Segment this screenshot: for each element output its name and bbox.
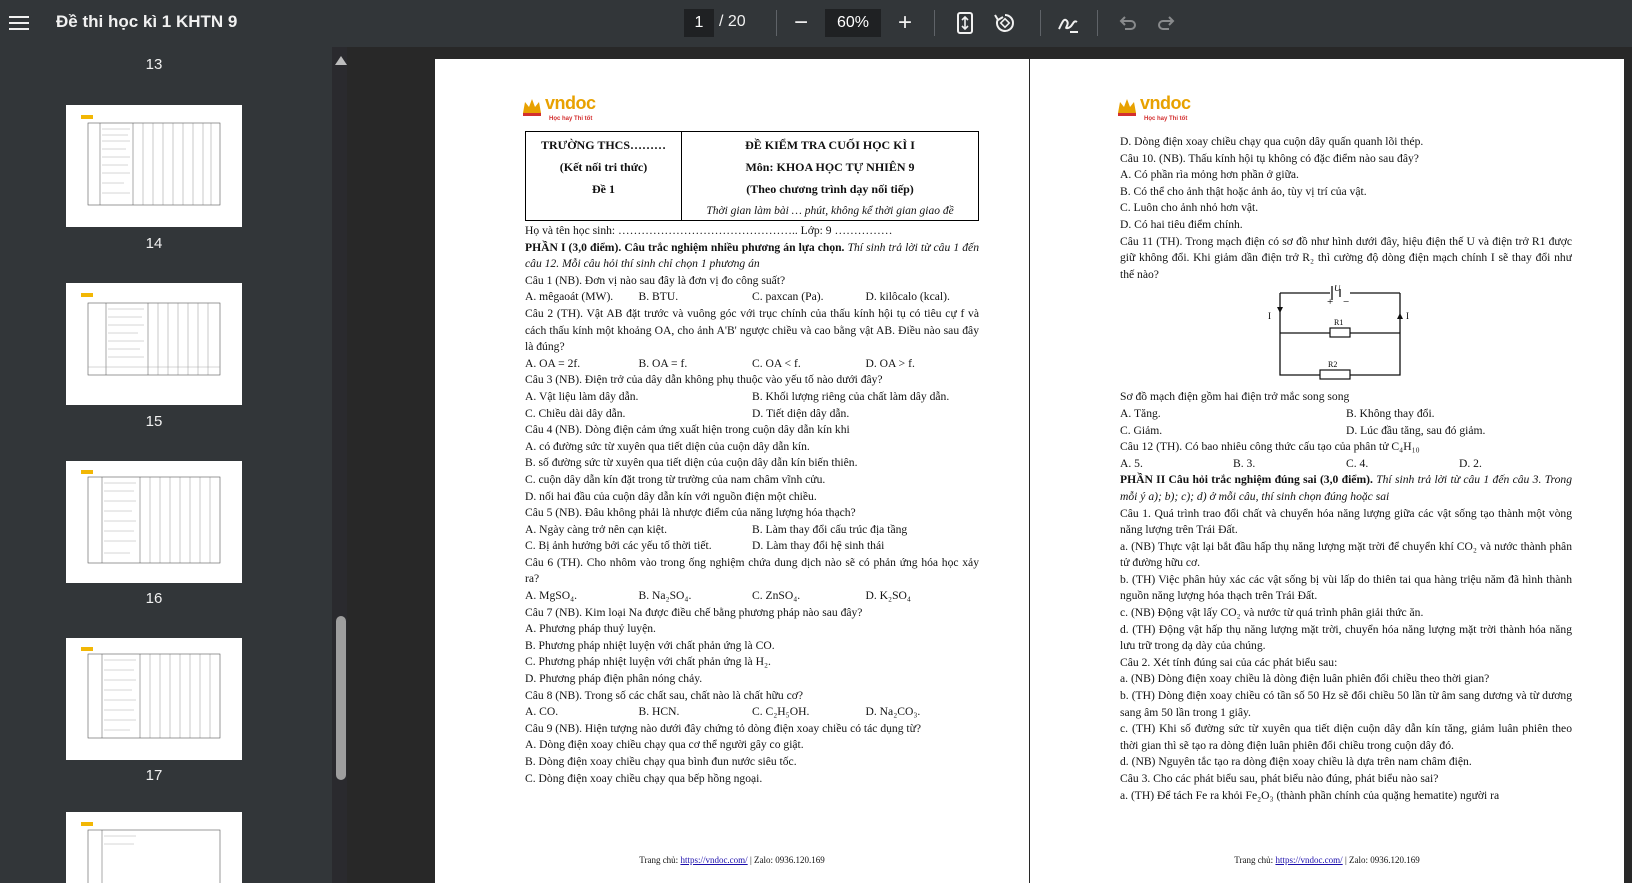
circuit-diagram — [1260, 285, 1572, 389]
option: C. Chiều dài dây dẫn. — [525, 406, 626, 420]
option: C. Dòng điện xoay chiều chạy qua bếp hồng ngoại. — [525, 771, 763, 785]
answer-options — [525, 522, 979, 539]
answer-options — [525, 406, 979, 423]
redo-icon[interactable] — [1152, 8, 1182, 38]
statement: b. (TH) Dòng điện xoay chiều có tần số 50 Hz sẽ đổi chiều 50 lần từ âm sang dương và từ dương sang âm 50 lần trong 1 giây. — [1120, 689, 1572, 719]
exam-time: Thời gian làm bài … phút, không kể thời gian giao đề — [706, 205, 954, 217]
statement: c. (TH) Khi số đường sức từ xuyên qua tiết diện cuộn dây dẫn kín tăng, giảm luân phiên theo thời gian thì sẽ tạo ra dòng điện luân phiên đổi chiều trong cuộn dây đó. — [1120, 722, 1572, 752]
question: Câu 10. (NB). Thấu kính hội tụ không có đặc điểm nào sau đây? — [1120, 151, 1419, 165]
thumbnail-table-image — [78, 469, 228, 569]
exam-code: Đề 1 — [592, 182, 615, 196]
page2-content — [1120, 134, 1572, 804]
pdf-toolbar — [0, 0, 1632, 47]
footer-link[interactable]: https://vndoc.com/ — [1275, 855, 1343, 866]
question: Câu 7 (NB). Kim loại Na được điều chế bằng phương pháp nào sau đây? — [525, 605, 863, 619]
statement: a. (NB) Dòng điện xoay chiều là dòng điện luân phiên đổi chiều theo thời gian? — [1120, 672, 1490, 686]
vndoc-logo — [1118, 95, 1191, 127]
option: D. Phương pháp điện phân nóng chảy. — [525, 672, 703, 686]
answer-options — [1120, 423, 1572, 440]
option: B. Phương pháp nhiệt luyện với chất phản ứng là CO. — [525, 638, 775, 652]
part1-desc: Thí sinh trả lời từ câu 1 đến câu 12. Mỗi câu hỏi thí sinh chỉ chọn 1 phương án — [525, 240, 979, 271]
option: A. 5. — [1120, 456, 1143, 470]
logo-brand: vndoc — [545, 93, 596, 113]
option: B. số đường sức từ xuyên qua tiết diện của cuộn dây dẫn kín biến thiên. — [525, 456, 858, 470]
option: D. Có hai tiêu điểm chính. — [1120, 217, 1243, 231]
scroll-up-arrow-icon[interactable] — [335, 56, 347, 65]
option: D. Lúc đầu tăng, sau đó giảm. — [1346, 423, 1486, 437]
thumbnail-table-image — [78, 291, 228, 391]
exam-header-table — [525, 131, 979, 221]
question: Câu 8 (NB). Trong số các chất sau, chất nào là chất hữu cơ? — [525, 688, 804, 702]
option: A. Có phần rìa mỏng hơn phần ở giữa. — [1120, 168, 1299, 182]
option: D. Làm thay đổi hệ sinh thái — [752, 539, 885, 553]
page-footer — [1030, 852, 1624, 869]
option: A. MgSO₄. — [525, 589, 578, 603]
thumbnail-table-image — [78, 646, 228, 746]
thumbnail-label: 13 — [145, 56, 163, 73]
thumbnail-label: 17 — [145, 767, 163, 784]
footer-prefix: Trang chủ: — [1234, 855, 1276, 866]
circuit-r2-label: R2 — [1328, 360, 1338, 370]
question: Câu 4 (NB). Dòng điện cảm ứng xuất hiện trong cuộn dây dẫn kín khi — [525, 423, 850, 437]
option: A. CO. — [525, 705, 559, 719]
thumbnail-table-image — [78, 820, 228, 883]
school-name: TRƯỜNG THCS……… — [540, 138, 666, 152]
answer-options — [525, 538, 979, 555]
exam-program: (Theo chương trình dạy nối tiếp) — [746, 182, 914, 196]
option: B. Làm thay đổi cấu trúc địa tầng — [752, 522, 908, 536]
option: B. Có thể cho ảnh thật hoặc ảnh ảo, tùy vị trí của vật. — [1120, 184, 1367, 198]
school-info — [526, 132, 682, 220]
answer-options — [525, 704, 979, 721]
thumbnail-sidebar — [0, 47, 332, 883]
part2-title: PHẦN II Câu hỏi trắc nghiệm đúng sai (3,0 điểm). — [1120, 473, 1373, 487]
page-thumbnail[interactable] — [66, 812, 242, 883]
option: D. 2. — [1459, 456, 1482, 470]
thumbnail-label: 15 — [145, 413, 163, 430]
textbook-series: (Kết nối tri thức) — [559, 160, 648, 174]
toolbar-divider — [1040, 10, 1041, 36]
part1-heading — [525, 240, 979, 273]
option: C. Luôn cho ảnh nhỏ hơn vật. — [1120, 201, 1259, 215]
question: Câu 12 (TH). Có bao nhiêu công thức cấu tạo của phân tử C₄H₁₀ — [1120, 440, 1420, 454]
option: A. Phương pháp thuỷ luyện. — [525, 622, 656, 636]
logo-tagline: Học hay Thi tốt — [1144, 115, 1188, 122]
pdf-page-1 — [435, 59, 1029, 883]
option: B. 3. — [1233, 456, 1256, 470]
question: Câu 6 (TH). Cho nhôm vào trong ống nghiệm chứa dung dịch nào sẽ có phản ứng hóa học xảy ra? — [525, 555, 979, 586]
circuit-i-left: I — [1268, 311, 1271, 322]
toolbar-divider — [776, 10, 777, 36]
zoom-out-button[interactable]: − — [793, 9, 808, 36]
statement: b. (TH) Việc phân hủy xác các vật sống bị vùi lấp do thiên tai qua hàng triệu năm đã hình thành nguồn năng lượng hóa thạch trên Trái Đất. — [1120, 572, 1572, 603]
option: D. OA > f. — [865, 356, 915, 370]
answer-options — [1120, 456, 1572, 473]
option: A. Dòng điện xoay chiều chạy qua cơ thể người gây co giật. — [525, 738, 804, 752]
option: A. mêgaoát (MW). — [525, 290, 614, 304]
zoom-in-button[interactable]: + — [897, 9, 912, 36]
page-thumbnail[interactable] — [66, 638, 242, 760]
option: B. Na₂SO₄. — [638, 589, 692, 603]
undo-icon[interactable] — [1112, 8, 1142, 38]
toolbar-divider — [1097, 10, 1098, 36]
question: Câu 2. Xét tính đúng sai của các phát biểu sau: — [1120, 655, 1338, 669]
option: A. Vật liệu làm dây dẫn. — [525, 389, 639, 403]
part1-title: PHẦN I (3,0 điểm). Câu trắc nghiệm nhiều phương án lựa chọn. — [525, 240, 845, 254]
exam-title: ĐỀ KIỂM TRA CUỐI HỌC KÌ I — [745, 138, 915, 152]
part2-heading — [1120, 472, 1572, 505]
question: Câu 1. Quá trình trao đổi chất và chuyển hóa năng lượng giữa các vật sống tạo thành một vòng năng lượng trên Trái Đất. — [1120, 506, 1572, 537]
zoom-level-input[interactable]: 60% — [825, 9, 881, 37]
annotate-pen-icon[interactable] — [1053, 8, 1083, 38]
option: D. nối hai đầu của cuộn dây dẫn kín với nguồn điện một chiều. — [525, 489, 817, 503]
option: A. có đường sức từ xuyên qua tiết diện của cuộn dây dẫn kín. — [525, 439, 810, 453]
logo-brand: vndoc — [1140, 93, 1191, 113]
option: A. OA = 2f. — [525, 356, 581, 370]
option: C. OA < f. — [752, 356, 801, 370]
footer-link[interactable]: https://vndoc.com/ — [680, 855, 748, 866]
page-number-input[interactable]: 1 — [684, 9, 714, 37]
option: A. Ngày càng trở nên cạn kiệt. — [525, 522, 667, 536]
option: D. K₂SO₄ — [865, 589, 911, 603]
option: D. Na₂CO₃. — [865, 705, 921, 719]
circuit-r1-label: R1 — [1334, 318, 1344, 328]
question: Câu 3. Cho các phát biểu sau, phát biểu nào đúng, phát biểu nào sai? — [1120, 772, 1439, 785]
thumbnail-label: 16 — [145, 590, 163, 607]
answer-options — [525, 289, 979, 306]
option: B. Khối lượng riêng của chất làm dây dẫn. — [752, 389, 950, 403]
sidebar-scroll-thumb[interactable] — [336, 616, 346, 780]
option: C. Giảm. — [1120, 423, 1163, 437]
thumbnail-table-image — [78, 113, 228, 213]
document-title: Đề thi học kì 1 KHTN 9 — [56, 12, 238, 31]
menu-icon[interactable] — [4, 8, 34, 38]
answer-options — [1120, 406, 1572, 423]
question: Câu 11 (TH). Trong mạch điện có sơ đồ như hình dưới đây, hiệu điện thế U và điện trở R1 được giữ không đổi. Khi giảm dần điện trở R₂ thì cường độ dòng điện mạch chính I sẽ thay đổi như thế nào? — [1120, 234, 1572, 281]
exam-subject: Môn: KHOA HỌC TỰ NHIÊN 9 — [745, 160, 915, 174]
document-viewer[interactable] — [347, 47, 1632, 883]
option: B. Không thay đổi. — [1346, 406, 1435, 420]
option: A. Tăng. — [1120, 406, 1161, 420]
page-thumbnail[interactable] — [66, 105, 242, 227]
answer-options — [525, 356, 979, 373]
circuit-u-label: U — [1334, 285, 1341, 294]
option: D. Tiết diện dây dẫn. — [752, 406, 850, 420]
part2-desc: Thí sinh trả lời từ câu 1 đến câu 3. Trong mỗi ý a); b); c); d) ở mỗi câu, thí sinh chọn đúng hoặc sai — [1120, 473, 1572, 503]
page-thumbnail[interactable] — [66, 461, 242, 583]
vndoc-logo — [523, 95, 596, 127]
option: C. 4. — [1346, 456, 1369, 470]
thumbnail-label: 14 — [145, 235, 163, 252]
logo-tagline: Học hay Thi tốt — [549, 115, 593, 122]
page-footer — [435, 852, 1029, 869]
option: B. BTU. — [638, 290, 679, 304]
answer-options — [525, 588, 979, 605]
page-total: / 20 — [719, 13, 746, 30]
statement: a. (TH) Để tách Fe ra khỏi Fe₂O₃ (thành phần chính của quặng hematite) người ra — [1120, 788, 1500, 802]
option: C. cuộn dây dẫn kín đặt trong từ trường của nam châm vĩnh cửu. — [525, 472, 826, 486]
student-info-line: Họ và tên học sinh: ……………………………………….. Lớp: 9 …………… — [525, 224, 893, 237]
crown-icon — [521, 97, 543, 117]
option: C. Phương pháp nhiệt luyện với chất phản ứng là H₂. — [525, 655, 771, 669]
rotate-icon[interactable] — [990, 8, 1020, 38]
question: Câu 2 (TH). Vật AB đặt trước và vuông góc với trục chính của thấu kính hội tụ có tiêu cự f và cách thấu kính một khoảng OA, cho ảnh A'B' ngược chiều và cao bằng vật AB. Điều nào sau đây là đúng? — [525, 306, 979, 354]
question: Câu 3 (NB). Điện trở của dây dẫn không phụ thuộc vào yếu tố nào dưới đây? — [525, 373, 883, 387]
circuit-minus: − — [1343, 296, 1350, 309]
statement: d. (TH) Động vật hấp thụ năng lượng mặt trời, chuyển hóa năng lượng mặt trời thành hóa năng lưu trữ trong dạ dày của chúng. — [1120, 622, 1572, 653]
question: Câu 9 (NB). Hiện tượng nào dưới đây chứng tỏ dòng điện xoay chiều có tác dụng từ? — [525, 721, 922, 735]
page1-content — [525, 223, 979, 787]
option: C. ZnSO₄. — [752, 589, 801, 603]
statement: d. (NB) Nguyên tắc tạo ra dòng điện xoay chiều là dựa trên nam châm điện. — [1120, 755, 1472, 769]
circuit-i-right: I — [1406, 311, 1409, 322]
question: Câu 1 (NB). Đơn vị nào sau đây là đơn vị đo công suất? — [525, 273, 786, 287]
answer-options — [525, 389, 979, 406]
exam-info — [682, 132, 978, 220]
option: C. paxcan (Pa). — [752, 290, 824, 304]
option: B. OA = f. — [638, 356, 688, 370]
page-thumbnail[interactable] — [66, 283, 242, 405]
question: Câu 5 (NB). Đâu không phải là nhược điểm của năng lượng hóa thạch? — [525, 506, 856, 520]
fit-to-page-icon[interactable] — [950, 8, 980, 38]
figure-caption: Sơ đồ mạch điện gồm hai điện trở mắc song song — [1120, 390, 1350, 404]
option: B. Dòng điện xoay chiều chạy qua bình đun nước siêu tốc. — [525, 755, 797, 768]
circuit-plus: + — [1327, 296, 1334, 309]
option: D. Dòng điện xoay chiều chạy qua cuộn dây quấn quanh lõi thép. — [1120, 135, 1424, 148]
option: B. HCN. — [638, 705, 680, 719]
option: D. kilôcalo (kcal). — [865, 290, 950, 304]
footer-suffix: | Zalo: 0936.120.169 — [747, 855, 825, 866]
option: C. Bị ảnh hưởng bởi các yếu tố thời tiết. — [525, 539, 712, 553]
toolbar-divider — [934, 10, 935, 36]
footer-suffix: | Zalo: 0936.120.169 — [1342, 855, 1420, 866]
statement: c. (NB) Động vật lấy CO₂ và nước từ quá trình phân giải thức ăn. — [1120, 606, 1424, 620]
statement: a. (NB) Thực vật lại bắt đầu hấp thụ năng lượng mặt trời để chuyển khí CO₂ và nước thành phân tử đường hữu cơ. — [1120, 539, 1572, 570]
crown-icon — [1116, 97, 1138, 117]
pdf-page-2 — [1030, 59, 1624, 883]
footer-prefix: Trang chủ: — [639, 855, 681, 866]
option: C. C₂H₅OH. — [752, 705, 810, 719]
